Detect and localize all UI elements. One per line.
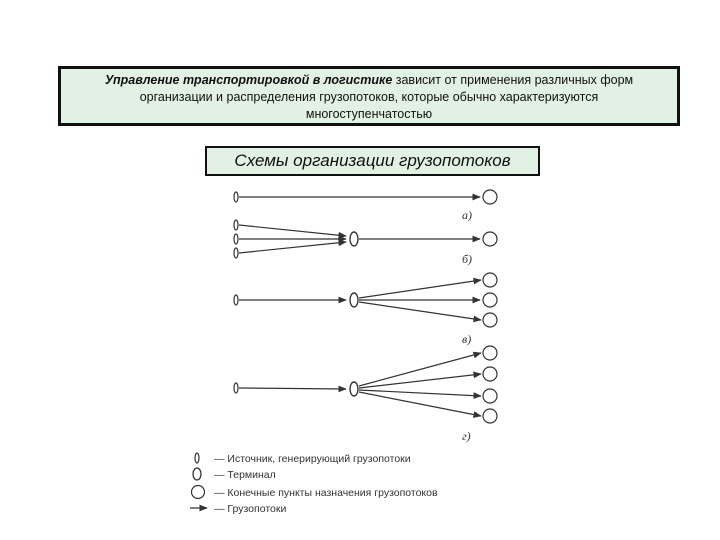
destination-icon	[483, 232, 497, 246]
destination-icon	[483, 409, 497, 423]
legend-destination-text: — Конечные пункты назначения грузопотоков	[214, 487, 438, 499]
source-icon	[195, 453, 199, 463]
destination-icon	[483, 389, 497, 403]
legend-terminal-text: — Терминал	[214, 469, 276, 481]
label-g: г)	[462, 429, 471, 443]
scheme-v	[234, 273, 497, 346]
scheme-a	[234, 190, 497, 222]
destination-icon	[483, 293, 497, 307]
terminal-icon	[350, 382, 358, 396]
scheme-title: Схемы организации грузопотоков	[205, 146, 540, 176]
legend-source-text: — Источник, генерирующий грузопотоки	[214, 453, 411, 465]
header-line3: многоступенчатостью	[305, 107, 433, 121]
header-emphasis: Управление транспортировкой в логистике	[104, 73, 393, 87]
label-b: б)	[462, 252, 473, 266]
header-rest: зависит от применения различных форм	[392, 73, 634, 87]
legend	[190, 453, 438, 515]
destination-icon	[483, 367, 497, 381]
destination-icon	[483, 273, 497, 287]
scheme-b	[234, 220, 497, 266]
source-icon	[234, 234, 238, 244]
terminal-icon	[350, 293, 358, 307]
terminal-icon	[350, 232, 358, 246]
terminal-icon	[193, 468, 201, 480]
legend-flow-text: — Грузопотоки	[214, 503, 287, 515]
destination-icon	[192, 486, 205, 499]
source-icon	[234, 192, 238, 202]
source-icon	[234, 295, 238, 305]
destination-icon	[483, 190, 497, 204]
label-v: в)	[462, 332, 472, 346]
label-a: а)	[462, 208, 472, 222]
source-icon	[234, 383, 238, 393]
header-line2: организации и распределения грузопотоков, которые обычно характеризуются	[139, 90, 599, 104]
source-icon	[234, 248, 238, 258]
destination-icon	[483, 313, 497, 327]
source-icon	[234, 220, 238, 230]
destination-icon	[483, 346, 497, 360]
scheme-g	[234, 346, 497, 443]
